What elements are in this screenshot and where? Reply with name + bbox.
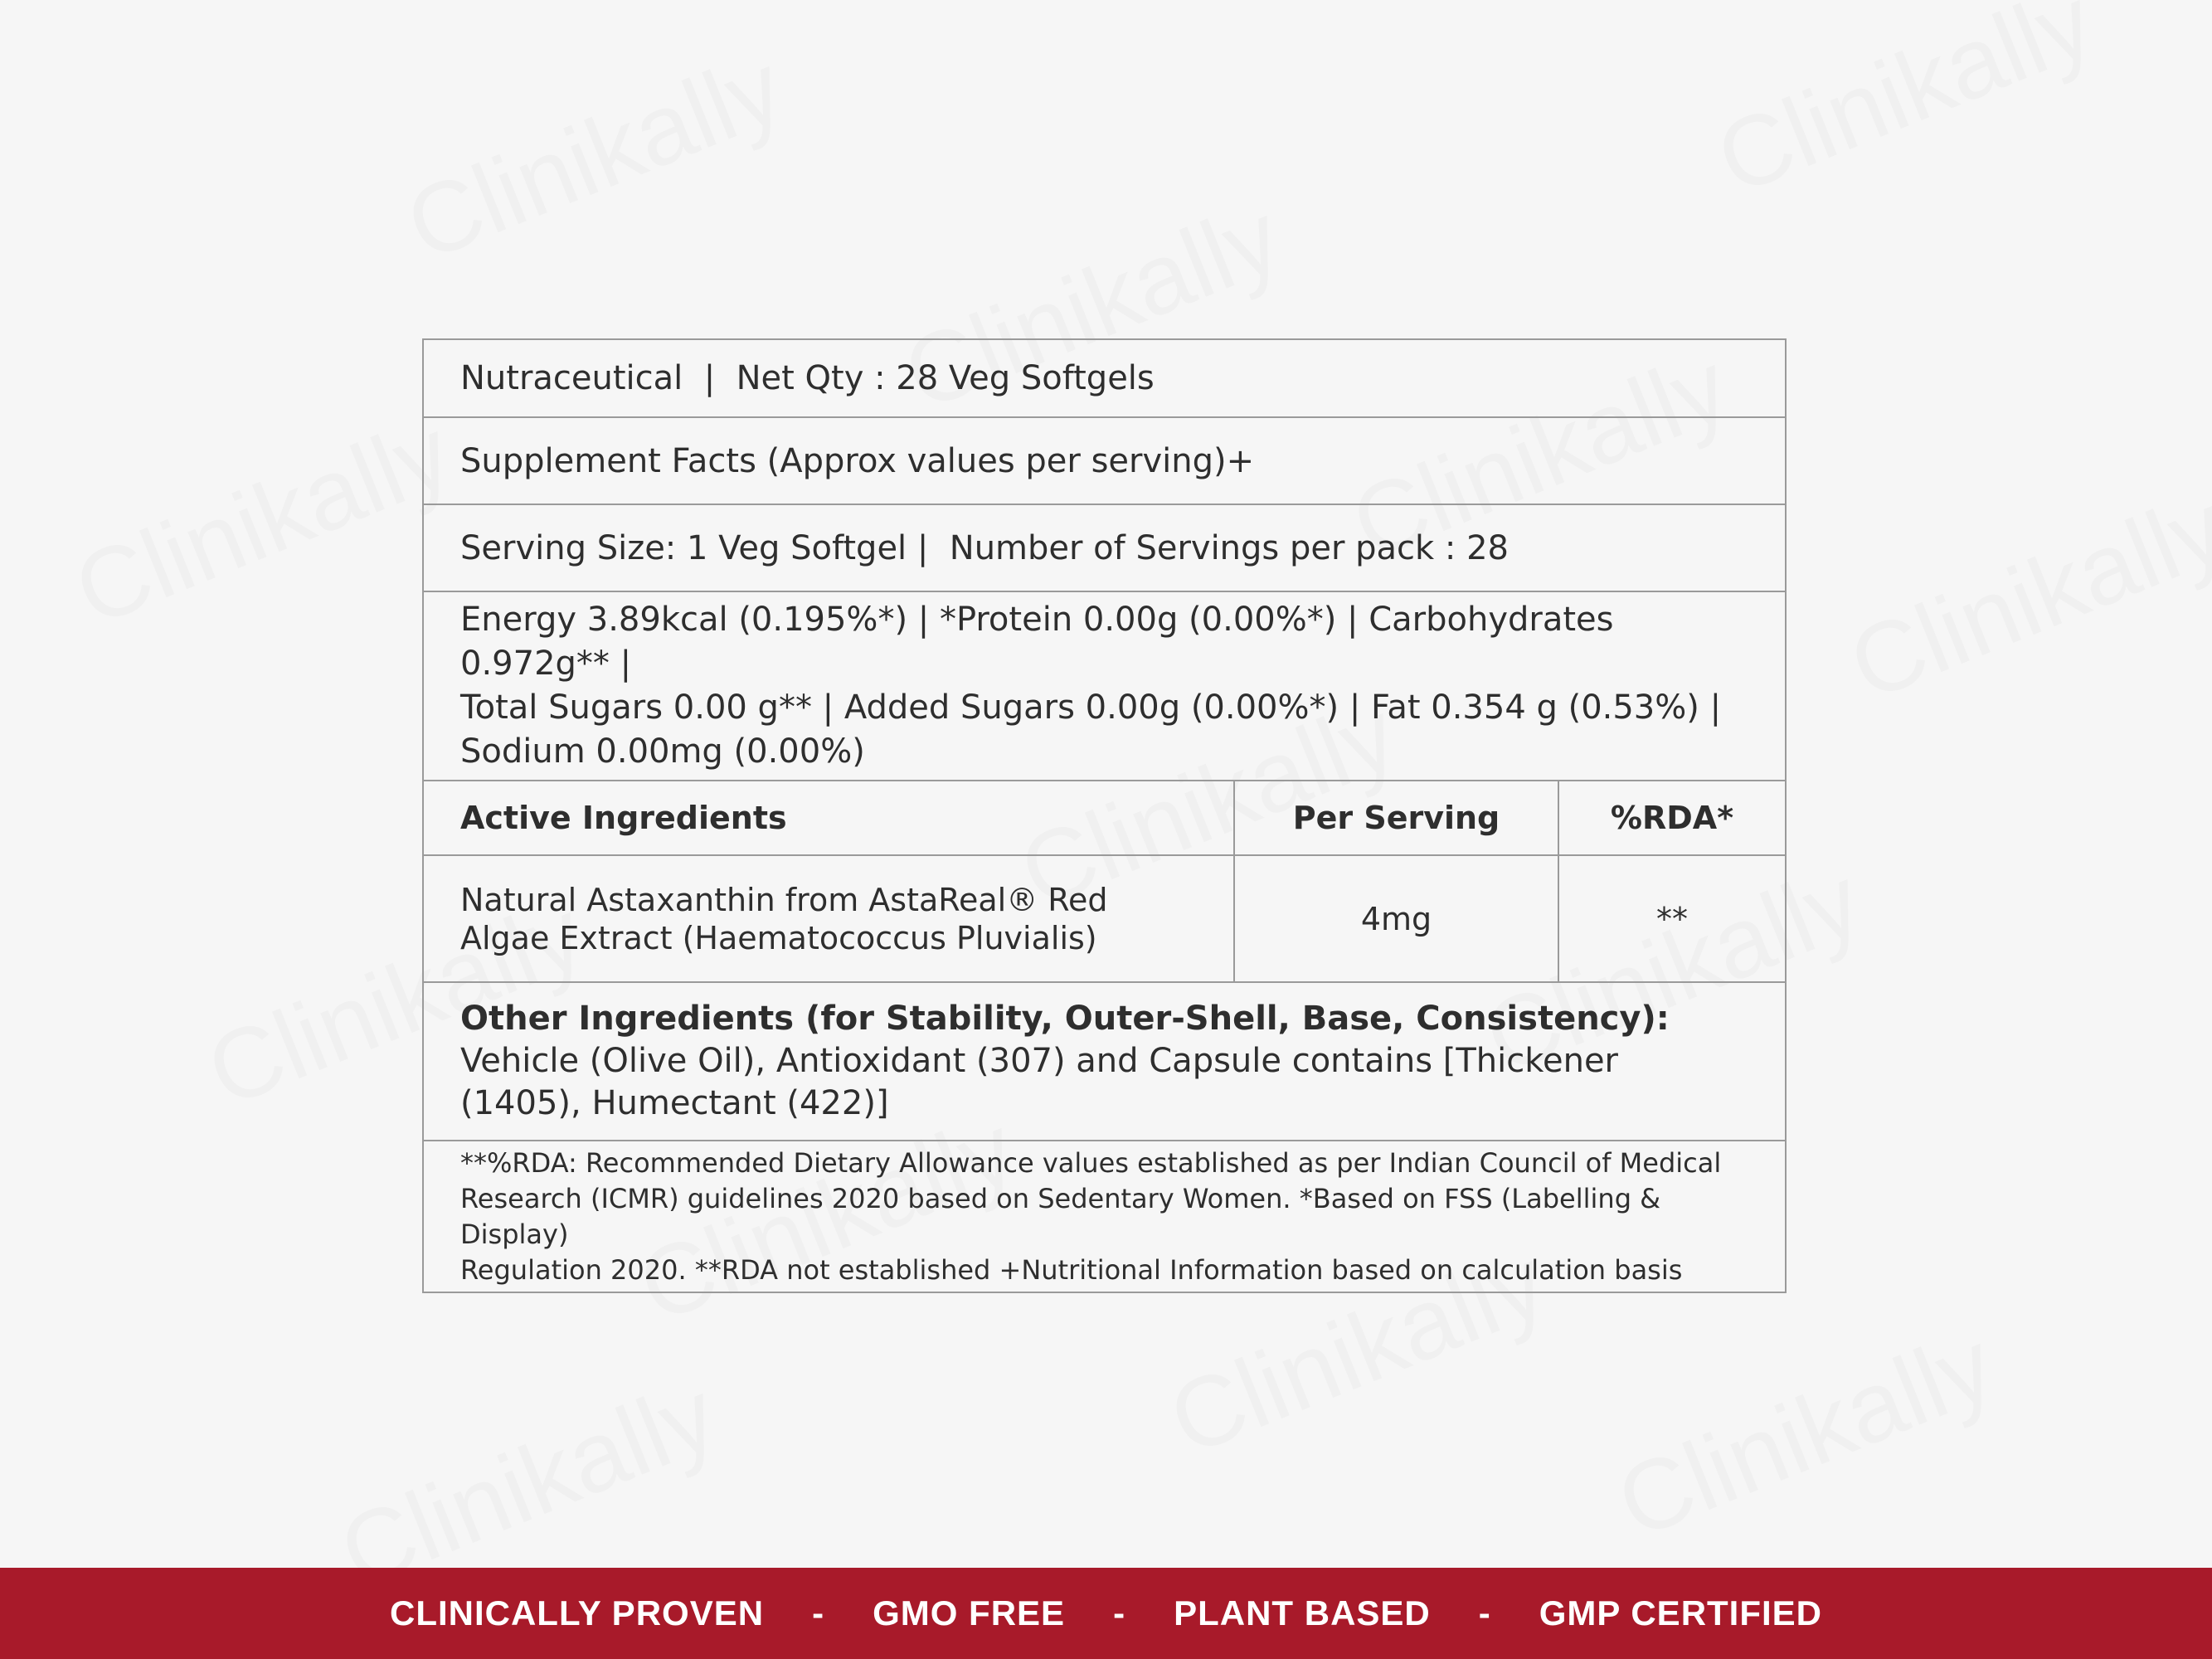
badge-separator: - (1478, 1593, 1491, 1632)
header-rda: %RDA* (1610, 800, 1734, 836)
watermark (391, 30, 798, 283)
header-per-serving: Per Serving (1235, 781, 1559, 854)
serving-info: Serving Size: 1 Veg Softgel | Number of Servings per pack : 28 (460, 528, 1510, 567)
table-row (424, 856, 1785, 983)
watermark (1602, 1307, 2009, 1560)
ingredients-table-header (424, 781, 1785, 856)
badge-separator: - (1113, 1593, 1126, 1632)
ingredient-per-serving: 4mg (1235, 856, 1559, 981)
footnote: **%RDA: Recommended Dietary Allowance values established as per Indian Council of Medical Research (ICMR) guidelines 2020 based on Sedentary Women. *Based on FSS (Labelling & Display) Regulation 2020. **RDA not established +Nutritional Information based on calculation basis (460, 1146, 1722, 1286)
badge-gmp-certified: GMP CERTIFIED (1539, 1593, 1823, 1632)
supplement-facts-panel (422, 338, 1787, 1293)
watermark (1701, 0, 2108, 217)
watermark (59, 395, 466, 648)
badge-clinically-proven: CLINICALLY PROVEN (389, 1593, 765, 1632)
nutrition-info: Energy 3.89kcal (0.195%*) | *Protein 0.00g (0.00%*) | Carbohydrates 0.972g** | Total Sugars 0.00 g** | Added Sugars 0.00g (0.00%*) | Fat 0.354 g (0.53%) | Sodium 0.00mg (0.00%) (460, 601, 1722, 771)
ingredient-rda: ** (1656, 900, 1688, 937)
other-ingredients-text: Vehicle (Olive Oil), Antioxidant (307) and Capsule contains [Thickener (1405), Humectant (422)] (460, 1042, 1618, 1122)
label-title-row (424, 340, 1785, 418)
ingredient-name: Natural Astaxanthin from AstaReal® Red Algae Extract (Haematococcus Pluvialis) (424, 856, 1235, 981)
nutrition-row (424, 592, 1785, 781)
badge-plant-based: PLANT BASED (1174, 1593, 1431, 1632)
header-active-ingredients: Active Ingredients (424, 781, 1235, 854)
facts-heading-row (424, 418, 1785, 505)
other-ingredients (460, 998, 1748, 1125)
footnote-row (424, 1141, 1785, 1292)
certification-banner (0, 1568, 2212, 1659)
badge-gmo-free: GMO FREE (873, 1593, 1066, 1632)
label-title: Nutraceutical | Net Qty : 28 Veg Softgels (460, 359, 1155, 397)
other-ingredients-row (424, 983, 1785, 1141)
badge-separator: - (812, 1593, 825, 1632)
watermark (1834, 469, 2212, 722)
facts-heading: Supplement Facts (Approx values per serving)+ (460, 441, 1255, 480)
serving-row (424, 505, 1785, 592)
other-ingredients-label: Other Ingredients (for Stability, Outer-Shell, Base, Consistency): (460, 1000, 1670, 1038)
